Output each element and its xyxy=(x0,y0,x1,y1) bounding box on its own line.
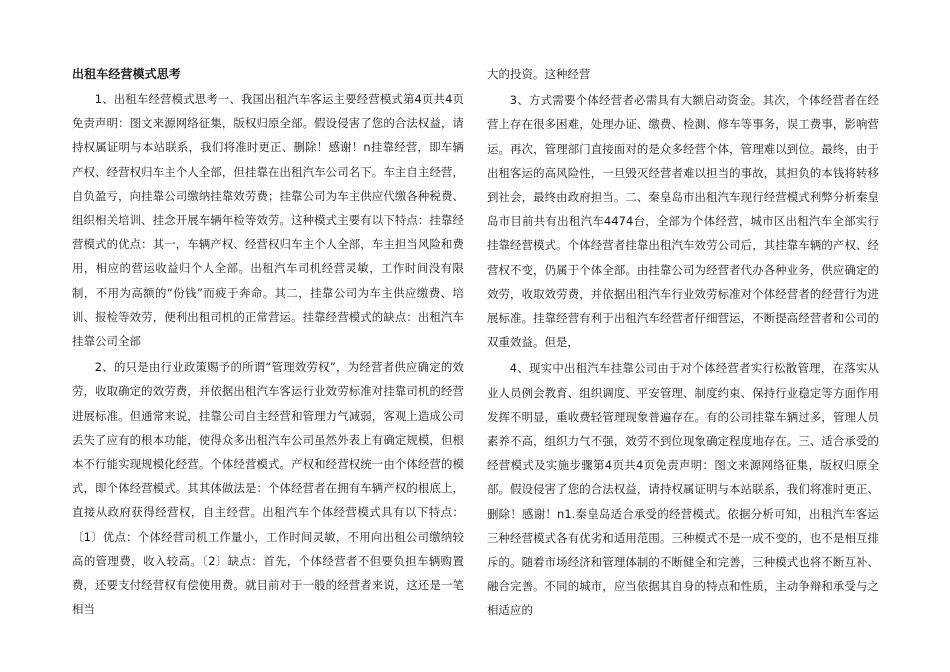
paragraph-4: 4、现实中出租汽车挂靠公司由于对个体经营者实行松散管理，在落实从业人员例会教育、组织调度、平安管理、制度约束、保持行业稳定等方面作用发挥不明显，重收费轻管理现象普遍存在。有的公司挂靠车辆过多，管理人员素养不高，组织力气不强，效劳不到位现象确定程度地存在。三、适合承受的经营模式及实施步骤第4页共4页免责声明：图文来源网络征集，版权归原全部。假设侵害了您的合法权益，请持权属证明与本站联系，我们将准时更正、删除！感谢！n1.秦皇岛适合承受的经营模式。依据分析可知，出租汽车客运三种经营模式各有优劣和适用范围。三种模式不是一成不变的，也不是相互排斥的。随着市场经济和管理体制的不断健全和完善，三种模式也将不断互补、融合完善。不同的城市，应当依据其自身的特点和性质，主动争辩和承受与之相适应的 xyxy=(487,361,879,618)
document-title: 出租车经营模式思考 xyxy=(72,67,181,81)
paragraph-3: 3、方式需要个体经营者必需具有大额启动资金。其次，个体经营者在经营上存在很多困难，处理办证、缴费、检测、修车等事务，误工费事，影响营运。再次，管理部门直接面对的是众多经营个体，管理难以到位。最终，由于出租客运的高风险性，一旦毁灭经营者难以担当的事故，其担负的本钱将转移到社会，最终由政府担当。二、秦皇岛市出租汽车现行经营模式利弊分析秦皇岛市目前共有出租汽车4474台，全部为个体经营，城市区出租汽车全部实行挂靠经营模式。个体经营者挂靠出租汽车效劳公司后，其挂靠车辆的产权、经营权不变，仍属于个体全部。由挂靠公司为经营者代办各种业务，供应确定的效劳，收取效劳费，并依据出租汽车行业效劳标准对个体经营者的经营行为进展标准。挂靠经营有利于出租汽车经营者仔细营运，不断提高经营者和公司的双重效益。但是， xyxy=(487,93,879,350)
right-column xyxy=(487,62,879,625)
paragraph-1: 1、出租车经营模式思考一、我国出租汽车客运主要经营模式第4页共4页免责声明：图文来源网络征集，版权归原全部。假设侵害了您的合法权益，请持权属证明与本站联系，我们将准时更正、删除！感谢！n挂靠经营，即车辆产权、经营权归车主个人全部，但挂靠在出租汽车公司名下。车主自主经营，自负盈亏，向挂靠公司缴纳挂靠效劳费；挂靠公司为车主供应代缴各种税费、组织相关培训、挂念开展车辆年检等效劳。这种模式主要有以下特点：挂靠经营模式的优点：其一，车辆产权、经营权归车主个人全部，车主担当风险和费用，相应的营运收益归个人全部。出租汽车司机经营灵敏，工作时间没有限制，不用为高额的“份钱”而疲于奔命。其二，挂靠公司为车主供应缴费、培训、报检等效劳，便利出租司机的正常营运。挂靠经营模式的缺点：出租汽车挂靠公司全部 xyxy=(72,92,464,349)
paragraph-2: 2、的只是由行业政策赐予的所谓“管理效劳权”，为经营者供应确定的效劳，收取确定的效劳费，并依据出租汽车客运行业效劳标准对挂靠司机的经营进展标准。但通常来说，挂靠公司自主经营和管理力气减弱，客观上造成公司丢失了应有的根本功能，使得众多出租汽车公司虽然外表上有确定规模，但根本不行能实现规模化经营。个体经营模式。产权和经营权统一由个体经营的模式，即个体经营模式。其其体做法是：个体经营者在拥有车辆产权的根底上，直接从政府获得经营权，自主经营。出租汽车个体经营模式具有以下特点：〔1〕优点：个体经营司机工作量小，工作时间灵敏，不用向出租公司缴纳较高的管理费，收入较高。〔2〕缺点：首先，个体经营者不但要负担车辆购置费，还要支付经营权有偿使用费。就目前对于一般的经营者来说，这还是一笔相当 xyxy=(72,360,464,617)
paragraph-2-continuation: 大的投资。这种经营 xyxy=(487,67,591,81)
left-column xyxy=(72,62,464,623)
